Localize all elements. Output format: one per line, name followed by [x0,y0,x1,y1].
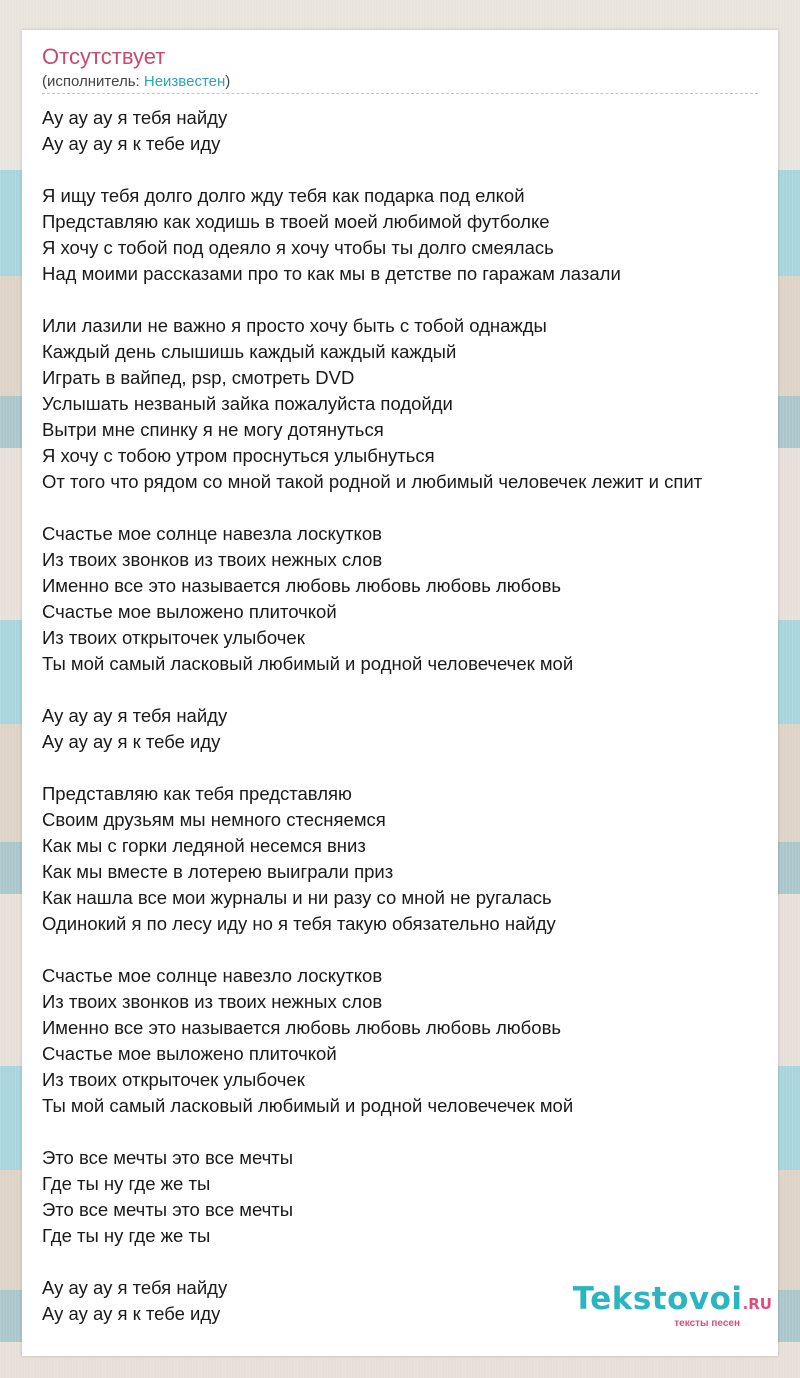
lyric-line: Услышать незваный зайка пожалуйста подойди [42,393,453,414]
stanza-gap [42,1119,772,1145]
lyric-line: Ау ау ау я тебя найду [42,1277,228,1298]
lyric-line: Это все мечты это все мечты [42,1199,294,1220]
lyric-line: Как нашла все мои журналы и ни разу со мной не ругалась [42,887,552,908]
lyric-line: Ау ау ау я тебя найду [42,107,228,128]
stanza-gap [42,1249,772,1275]
stanza-gap [42,495,772,521]
lyric-line: Из твоих звонков из твоих нежных слов [42,549,383,570]
lyric-line: Это все мечты это все мечты [42,1147,294,1168]
lyric-line: Представляю как тебя представляю [42,783,352,804]
lyric-line: Или лазили не важно я просто хочу быть с тобой однажды [42,315,547,336]
lyric-line: Ты мой самый ласковый любимый и родной человечечек мой [42,1095,574,1116]
song-title: Отсутствует [42,44,166,69]
lyric-line: Я хочу с тобой под одеяло я хочу чтобы ты долго смеялась [42,237,554,258]
lyric-line: Одинокий я по лесу иду но я тебя такую обязательно найду [42,913,556,934]
lyric-line: Я хочу с тобою утром проснуться улыбнуться [42,445,435,466]
lyrics-text [42,105,772,1327]
artist-suffix: ) [225,73,231,90]
lyric-line: Каждый день слышишь каждый каждый каждый [42,341,457,362]
lyric-line: Ау ау ау я к тебе иду [42,133,221,154]
artist-link[interactable]: Неизвестен [143,73,226,90]
lyric-line: Из твоих открыточек улыбочек [42,1069,305,1090]
stanza-gap [42,157,772,183]
lyric-line: От того что рядом со мной такой родной и любимый человечек лежит и спит [42,471,703,492]
logo-wordmark [573,1283,772,1320]
lyric-line: Счастье мое солнце навезла лоскутков [42,523,382,544]
lyric-line: Играть в вайпед, psp, смотреть DVD [42,367,355,388]
lyric-line: Ау ау ау я тебя найду [42,705,228,726]
lyric-line: Счастье мое выложено плиточкой [42,1043,337,1064]
lyric-line: Ты мой самый ласковый любимый и родной человечечек мой [42,653,574,674]
lyric-line: Счастье мое выложено плиточкой [42,601,337,622]
lyric-line: Как мы вместе в лотерею выиграли приз [42,861,394,882]
lyric-line: Именно все это называется любовь любовь любовь любовь [42,575,562,596]
lyric-line: Счастье мое солнце навезло лоскутков [42,965,383,986]
logo-tagline: тексты песен [674,1318,740,1329]
logo-tld: .RU [742,1295,772,1313]
artist-prefix: (исполнитель: [42,73,144,90]
logo-name: Tekstovoi [572,1281,743,1317]
stanza-gap [42,755,772,781]
artist-line [42,73,230,91]
stanza-gap [42,677,772,703]
lyric-line: Представляю как ходишь в твоей моей любимой футболке [42,211,550,232]
lyric-line: Из твоих звонков из твоих нежных слов [42,991,383,1012]
stanza-gap [42,937,772,963]
lyric-line: Я ищу тебя долго долго жду тебя как подарка под елкой [42,185,525,206]
lyric-line: Над моими рассказами про то как мы в детстве по гаражам лазали [42,263,621,284]
site-logo[interactable] [573,1283,772,1329]
lyric-line: Своим друзьям мы немного стесняемся [42,809,386,830]
stanza-gap [42,287,772,313]
lyric-line: Ау ау ау я к тебе иду [42,1303,221,1324]
lyric-line: Как мы с горки ледяной несемся вниз [42,835,366,856]
lyric-line: Где ты ну где же ты [42,1173,211,1194]
header-divider [42,93,758,94]
lyrics-card [22,30,778,1356]
lyric-line: Ау ау ау я к тебе иду [42,731,221,752]
lyric-line: Вытри мне спинку я не могу дотянуться [42,419,384,440]
lyric-line: Где ты ну где же ты [42,1225,211,1246]
lyric-line: Именно все это называется любовь любовь любовь любовь [42,1017,562,1038]
lyric-line: Из твоих открыточек улыбочек [42,627,305,648]
